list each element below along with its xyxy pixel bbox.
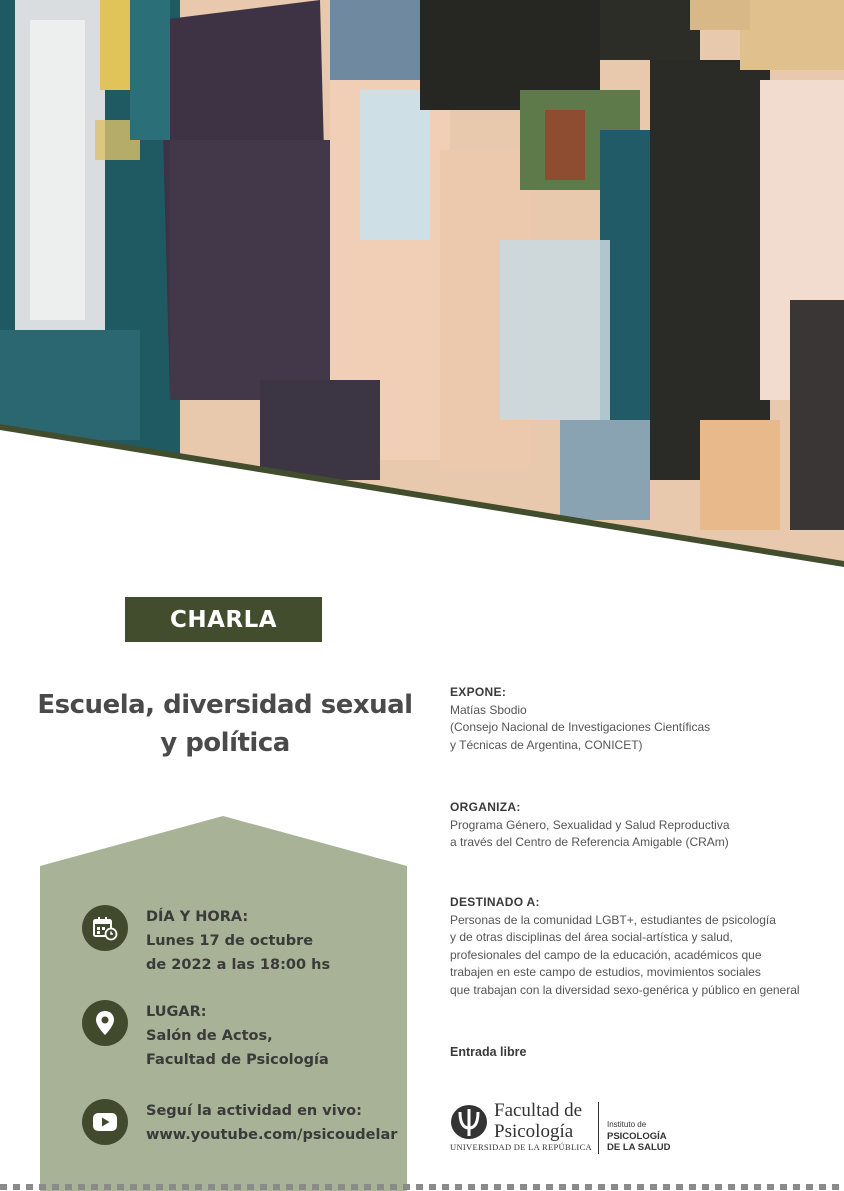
free-entry-note: Entrada libre bbox=[450, 1045, 527, 1059]
place-text bbox=[146, 1000, 329, 1072]
audience-line: que trabajan con la diversidad sexo-genérica y público en general bbox=[450, 982, 800, 997]
place-label: LUGAR: bbox=[146, 1004, 207, 1020]
event-title bbox=[30, 686, 420, 762]
university-name: UNIVERSIDAD DE LA REPÚBLICA bbox=[450, 1142, 592, 1152]
institute-prefix: Instituto de bbox=[607, 1120, 647, 1129]
faculty-name bbox=[494, 1100, 582, 1142]
speaker-line: (Consejo Nacional de Investigaciones Científicas bbox=[450, 720, 711, 734]
institute-name-line-1: PSICOLOGÍA bbox=[607, 1131, 667, 1142]
audience-line: Personas de la comunidad LGBT+, estudiantes de psicología bbox=[450, 912, 776, 927]
faculty-name-line-1: Facultad de bbox=[494, 1100, 583, 1121]
speaker-line: y Técnicas de Argentina, CONICET) bbox=[450, 737, 643, 752]
date-line-2: de 2022 a las 18:00 hs bbox=[146, 957, 331, 973]
speaker-label: EXPONE: bbox=[450, 685, 507, 699]
abstract-painting-image bbox=[0, 0, 844, 570]
calendar-clock-icon bbox=[82, 905, 128, 951]
audience-line: trabajen en este campo de estudios, movimientos sociales bbox=[450, 965, 761, 979]
event-title-line-2: y política bbox=[160, 728, 290, 758]
dotted-border bbox=[0, 1184, 844, 1190]
place-line-1: Salón de Actos, bbox=[146, 1028, 273, 1044]
date-time-text bbox=[146, 905, 330, 977]
date-time-label: DÍA Y HORA: bbox=[146, 909, 249, 925]
organizer-section bbox=[450, 799, 840, 852]
place-line-2: Facultad de Psicología bbox=[146, 1052, 329, 1068]
audience-label: DESTINADO A: bbox=[450, 895, 540, 909]
stream-link[interactable]: www.youtube.com/psicoudelar bbox=[146, 1127, 398, 1143]
date-time-row bbox=[82, 905, 330, 977]
faculty-logo bbox=[450, 1100, 710, 1160]
psi-logo-icon bbox=[450, 1104, 488, 1140]
event-type-badge: CHARLA bbox=[125, 597, 322, 642]
audience-section bbox=[450, 894, 840, 999]
organizer-line: a través del Centro de Referencia Amigable (CRAm) bbox=[450, 835, 729, 849]
institute-name-line-2: DE LA SALUD bbox=[607, 1142, 671, 1153]
hero-painting bbox=[0, 0, 844, 570]
date-line-1: Lunes 17 de octubre bbox=[146, 933, 314, 949]
audience-line: profesionales del campo de la educación, académicos que bbox=[450, 947, 762, 962]
stream-text bbox=[146, 1099, 397, 1147]
speaker-line: Matías Sbodio bbox=[450, 702, 527, 717]
organizer-label: ORGANIZA: bbox=[450, 800, 521, 814]
speaker-section bbox=[450, 684, 840, 754]
organizer-line: Programa Género, Sexualidad y Salud Reproductiva bbox=[450, 817, 730, 832]
stream-row bbox=[82, 1099, 397, 1147]
logo-divider bbox=[598, 1102, 599, 1154]
audience-line: y de otras disciplinas del área social-artística y salud, bbox=[450, 930, 733, 944]
institute-name bbox=[607, 1131, 671, 1153]
place-row bbox=[82, 1000, 329, 1072]
event-title-line-1: Escuela, diversidad sexual bbox=[37, 690, 413, 720]
location-pin-icon bbox=[82, 1000, 128, 1046]
faculty-name-line-2: Psicología bbox=[494, 1121, 574, 1142]
youtube-icon bbox=[82, 1099, 128, 1145]
stream-line-1: Seguí la actividad en vivo: bbox=[146, 1103, 362, 1119]
